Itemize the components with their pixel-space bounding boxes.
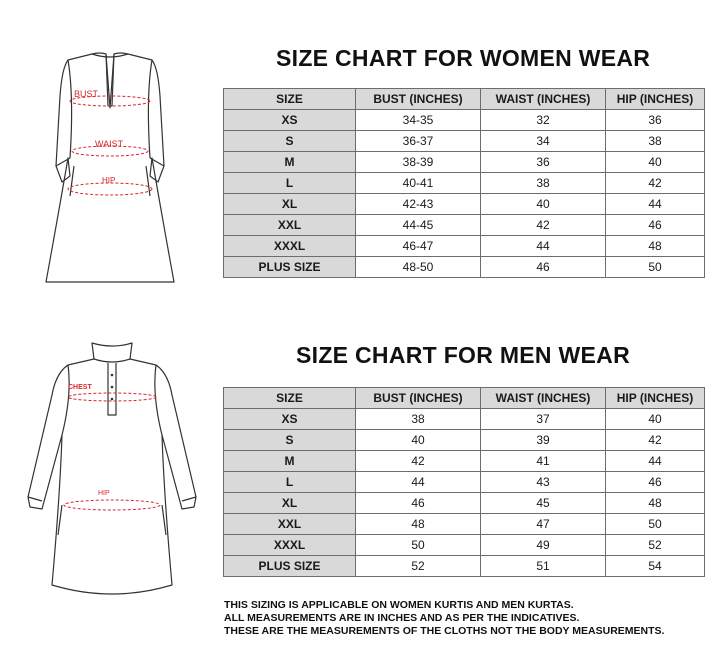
- table-row: [224, 110, 705, 131]
- column-header-hip: HIP (INCHES): [606, 89, 705, 110]
- note-line: THIS SIZING IS APPLICABLE ON WOMEN KURTIS AND MEN KURTAS.: [224, 599, 574, 611]
- waist-cell: 43: [481, 472, 606, 493]
- waist-cell: 47: [481, 514, 606, 535]
- size-cell: XS: [224, 110, 356, 131]
- hip-cell: 46: [606, 472, 705, 493]
- table-row: [224, 194, 705, 215]
- size-cell: L: [224, 173, 356, 194]
- hip-cell: 48: [606, 493, 705, 514]
- size-cell: XL: [224, 194, 356, 215]
- hip-cell: 48: [606, 236, 705, 257]
- hip-cell: 44: [606, 451, 705, 472]
- size-cell: PLUS SIZE: [224, 257, 356, 278]
- bust-cell: 40-41: [356, 173, 481, 194]
- waist-cell: 44: [481, 236, 606, 257]
- hip-cell: 50: [606, 257, 705, 278]
- size-cell: XXL: [224, 215, 356, 236]
- waist-cell: 32: [481, 110, 606, 131]
- waist-cell: 36: [481, 152, 606, 173]
- waist-cell: 37: [481, 409, 606, 430]
- table-row: [224, 451, 705, 472]
- size-cell: XXXL: [224, 236, 356, 257]
- waist-cell: 49: [481, 535, 606, 556]
- size-cell: XXL: [224, 514, 356, 535]
- size-cell: S: [224, 430, 356, 451]
- size-cell: M: [224, 152, 356, 173]
- hip-label: HIP: [98, 490, 110, 497]
- hip-cell: 52: [606, 535, 705, 556]
- size-cell: XL: [224, 493, 356, 514]
- size-cell: S: [224, 131, 356, 152]
- hip-cell: 54: [606, 556, 705, 577]
- bust-cell: 50: [356, 535, 481, 556]
- table-row: [224, 430, 705, 451]
- hip-cell: 40: [606, 409, 705, 430]
- column-header-hip: HIP (INCHES): [606, 388, 705, 409]
- table-row: [224, 236, 705, 257]
- table-row: [224, 257, 705, 278]
- waist-cell: 38: [481, 173, 606, 194]
- note-line: ALL MEASUREMENTS ARE IN INCHES AND AS PER THE INDICATIVES.: [224, 612, 580, 624]
- hip-cell: 44: [606, 194, 705, 215]
- bust-cell: 38-39: [356, 152, 481, 173]
- table-row: [224, 493, 705, 514]
- waist-cell: 40: [481, 194, 606, 215]
- waist-cell: 34: [481, 131, 606, 152]
- table-row: [224, 173, 705, 194]
- bust-label: BUST: [74, 89, 99, 99]
- waist-cell: 39: [481, 430, 606, 451]
- table-row: [224, 215, 705, 236]
- column-header-bust: BUST (INCHES): [356, 89, 481, 110]
- bust-cell: 52: [356, 556, 481, 577]
- column-header-size: SIZE: [224, 89, 356, 110]
- table-row: [224, 409, 705, 430]
- waist-cell: 51: [481, 556, 606, 577]
- chest-label: CHEST: [68, 384, 92, 391]
- size-cell: M: [224, 451, 356, 472]
- size-cell: L: [224, 472, 356, 493]
- table-row: [224, 535, 705, 556]
- women-kurti-illustration: [40, 46, 180, 291]
- hip-cell: 50: [606, 514, 705, 535]
- column-header-size: SIZE: [224, 388, 356, 409]
- women-chart-title: SIZE CHART FOR WOMEN WEAR: [276, 45, 651, 71]
- bust-cell: 46-47: [356, 236, 481, 257]
- note-line: THESE ARE THE MEASUREMENTS OF THE CLOTHS NOT THE BODY MEASUREMENTS.: [224, 625, 665, 637]
- bust-cell: 48: [356, 514, 481, 535]
- bust-cell: 34-35: [356, 110, 481, 131]
- table-row: [224, 131, 705, 152]
- column-header-waist: WAIST (INCHES): [481, 388, 606, 409]
- table-row: [224, 514, 705, 535]
- waist-cell: 41: [481, 451, 606, 472]
- bust-cell: 44-45: [356, 215, 481, 236]
- waist-cell: 42: [481, 215, 606, 236]
- men-chart-title: SIZE CHART FOR MEN WEAR: [296, 342, 630, 368]
- hip-cell: 42: [606, 173, 705, 194]
- bust-cell: 42: [356, 451, 481, 472]
- bust-cell: 36-37: [356, 131, 481, 152]
- men-kurta-illustration: [22, 335, 202, 605]
- bust-cell: 48-50: [356, 257, 481, 278]
- bust-cell: 44: [356, 472, 481, 493]
- table-row: [224, 152, 705, 173]
- bust-cell: 46: [356, 493, 481, 514]
- table-row: [224, 472, 705, 493]
- women-size-table: [223, 88, 705, 278]
- hip-cell: 42: [606, 430, 705, 451]
- waist-cell: 45: [481, 493, 606, 514]
- table-row: [224, 556, 705, 577]
- size-cell: PLUS SIZE: [224, 556, 356, 577]
- waist-label: WAIST: [95, 139, 124, 149]
- hip-cell: 38: [606, 131, 705, 152]
- column-header-bust: BUST (INCHES): [356, 388, 481, 409]
- bust-cell: 40: [356, 430, 481, 451]
- hip-cell: 36: [606, 110, 705, 131]
- table-header-row: [224, 388, 705, 409]
- hip-cell: 46: [606, 215, 705, 236]
- bust-cell: 42-43: [356, 194, 481, 215]
- column-header-waist: WAIST (INCHES): [481, 89, 606, 110]
- hip-label: HIP: [102, 176, 116, 185]
- waist-cell: 46: [481, 257, 606, 278]
- size-cell: XS: [224, 409, 356, 430]
- men-size-table: [223, 387, 705, 577]
- sizing-notes: [224, 599, 664, 638]
- size-cell: XXXL: [224, 535, 356, 556]
- bust-cell: 38: [356, 409, 481, 430]
- table-header-row: [224, 89, 705, 110]
- hip-cell: 40: [606, 152, 705, 173]
